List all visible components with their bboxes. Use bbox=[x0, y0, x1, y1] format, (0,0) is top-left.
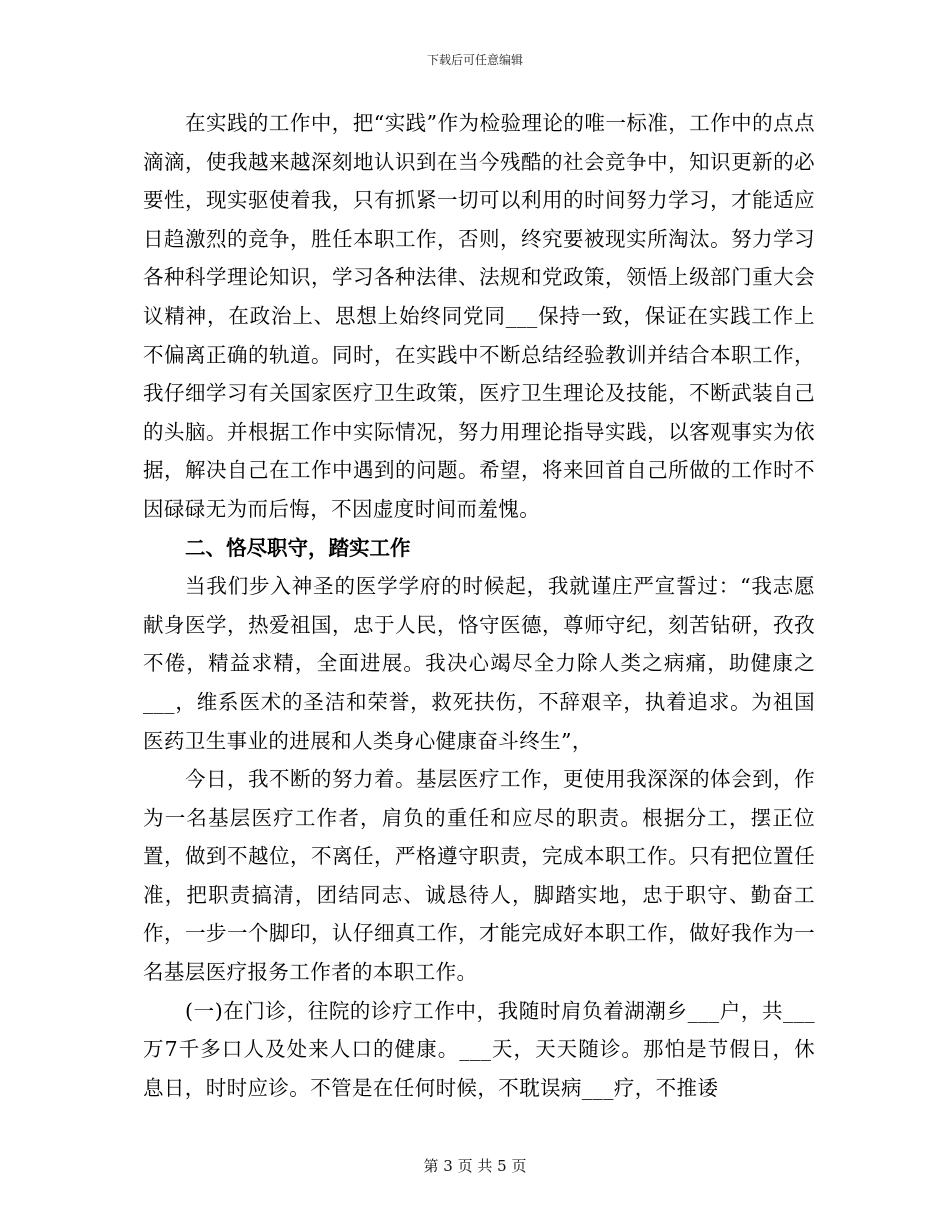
section-heading-duty: 二、恪尽职守，踏实工作 bbox=[185, 535, 411, 560]
page-header-note: 下载后可任意编辑 bbox=[426, 53, 523, 67]
paragraph-practice: 在实践的工作中，把“实践”作为检验理论的唯一标准，工作中的点点滴滴，使我越来越深刻地认识到在当今残酷的社会竞争中，知识更新的必要性，现实驱使着我，只有抓紧一切可以利用的时间努力学习，才能适应日趋激烈的竞争，胜任本职工作，否则，终究要被现实所淘汰。努力学习各种科学理论知识，学习各种法律、法规和党政策，领悟上级部门重大会议精神，在政治上、思想上始终同党同___保持一致，保证在实践工作上不偏离正确的轨道。同时，在实践中不断总结经验教训并结合本职工作，我仔细学习有关国家医疗卫生政策，医疗卫生理论及技能，不断武装自己的头脑。并根据工作中实际情况，努力用理论指导实践，以客观事实为依据，解决自己在工作中遇到的问题。希望，将来回首自己所做的工作时不因碌碌无为而后悔，不因虚度时间而羞愧。 bbox=[143, 111, 815, 521]
paragraph-oath: 当我们步入神圣的医学学府的时候起，我就谨庄严宣誓过：“我志愿献身医学，热爱祖国，忠于人民，恪守医德，尊师守纪，刻苦钻研，孜孜不倦，精益求精，全面进展。我决心竭尽全力除人类之病痛，助健康之___，维系医术的圣洁和荣誉，救死扶伤，不辞艰辛，执着追求。为祖国医药卫生事业的进展和人类身心健康奋斗终生”， bbox=[143, 574, 815, 753]
paragraph-clinic: (一)在门诊，往院的诊疗工作中，我随时肩负着湖潮乡___户，共___万7千多口人及处来人口的健康。___天，天天随诊。那怕是节假日，休息日，时时应诊。不管是在任何时候，不耽误病___疗，不推诿 bbox=[143, 998, 816, 1100]
page-number-footer: 第 3 页 共 5 页 bbox=[423, 1157, 527, 1175]
document-body bbox=[143, 104, 815, 1107]
paragraph-today: 今日，我不断的努力着。基层医疗工作，更使用我深深的体会到，作为一名基层医疗工作者，肩负的重任和应尽的职责。根据分工，摆正位置，做到不越位，不离任，严格遵守职责，完成本职工作。只有把位置任准，把职责搞清，团结同志、诚恳待人，脚踏实地，忠于职守、勤奋工作，一步一个脚印，认仔细真工作，才能完成好本职工作，做好我作为一名基层医疗报务工作者的本职工作。 bbox=[143, 767, 815, 985]
